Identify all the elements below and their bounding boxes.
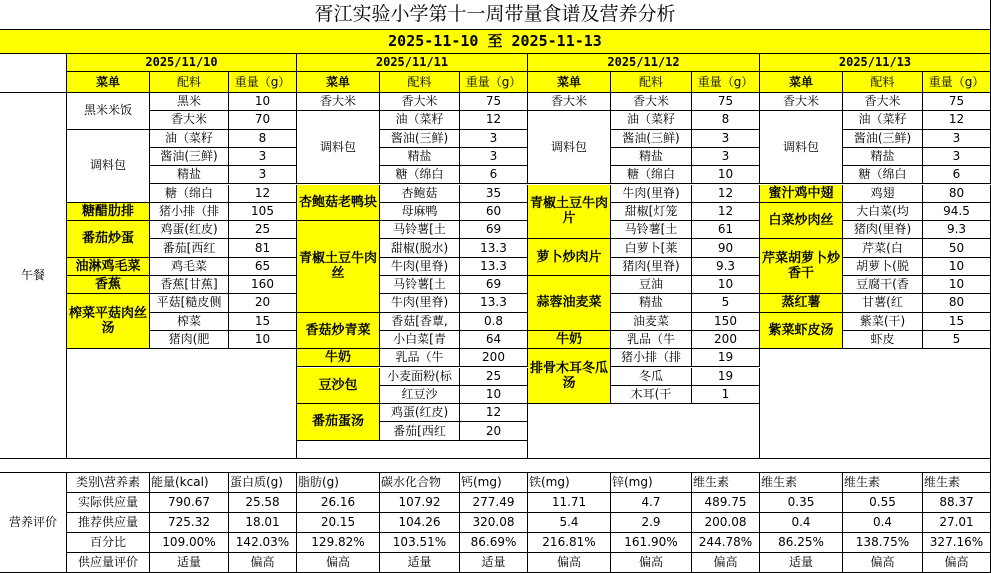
- nutrient-value: 25.58: [229, 493, 297, 513]
- nutrient-value: 适量: [460, 553, 528, 573]
- column-header-ingredient: 配料: [843, 72, 923, 93]
- dish-name: 牛奶: [528, 331, 611, 349]
- ingredient-name: 油（菜籽: [843, 111, 923, 129]
- ingredient-name: 糖（绵白: [843, 166, 923, 184]
- column-header-menu: 菜单: [528, 72, 611, 93]
- dish-name: 蜜汁鸡中翅: [760, 185, 843, 203]
- nutrient-value: 2.9: [611, 513, 692, 533]
- ingredient-weight: 8: [229, 130, 297, 148]
- nutrition-header-label: 类别\营养素: [67, 473, 150, 493]
- ingredient-weight: 20: [460, 422, 528, 440]
- nutrient-value: 适量: [760, 553, 843, 573]
- ingredient-name: 香大米: [611, 93, 692, 111]
- ingredient-weight: 60: [460, 203, 528, 221]
- nutrient-header: 蛋白质(g): [229, 473, 297, 493]
- ingredient-name: 平菇[糙皮侧: [150, 294, 229, 312]
- column-header-weight: 重量（g）: [692, 72, 760, 93]
- nutrient-value: 偏高: [843, 553, 923, 573]
- ingredient-weight: 12: [923, 111, 991, 129]
- ingredient-name: 酱油(三鲜): [150, 148, 229, 166]
- ingredient-weight: 12: [460, 111, 528, 129]
- ingredient-weight: 10: [460, 386, 528, 404]
- ingredient-weight: 200: [460, 349, 528, 367]
- ingredient-name: 鸡翅: [843, 185, 923, 203]
- ingredient-name: 豆油: [611, 276, 692, 294]
- nutrient-value: 790.67: [150, 493, 229, 513]
- ingredient-weight: 25: [229, 221, 297, 239]
- ingredient-weight: 3: [923, 148, 991, 166]
- ingredient-weight: 10: [229, 93, 297, 111]
- ingredient-weight: 3: [692, 148, 760, 166]
- ingredient-weight: 75: [923, 93, 991, 111]
- day-date-header: 2025/11/12: [528, 54, 760, 72]
- ingredient-name: 白萝卜[莱: [611, 239, 692, 257]
- ingredient-name: 胡萝卜(脱: [843, 258, 923, 276]
- ingredient-weight: 12: [229, 185, 297, 203]
- nutrient-value: 0.4: [760, 513, 843, 533]
- nutrient-value: 0.4: [843, 513, 923, 533]
- ingredient-weight: 25: [460, 368, 528, 386]
- nutrient-value: 216.81%: [528, 533, 611, 553]
- dish-name: 蒜蓉油麦菜: [528, 276, 611, 331]
- nutrient-value: 适量: [150, 553, 229, 573]
- column-header-weight: 重量（g）: [460, 72, 528, 93]
- ingredient-name: 小麦面粉(标: [380, 368, 460, 386]
- ingredient-name: 小白菜[青: [380, 331, 460, 349]
- dish-name: 油淋鸡毛菜: [67, 258, 150, 276]
- ingredient-weight: 3: [923, 130, 991, 148]
- ingredient-weight: 20: [229, 294, 297, 312]
- nutrient-value: 偏高: [229, 553, 297, 573]
- nutrient-value: 244.78%: [692, 533, 760, 553]
- dish-name: 杏鲍菇老鸭块: [297, 185, 380, 222]
- nutrition-row-label: 推荐供应量: [67, 513, 150, 533]
- ingredient-name: 精盐: [150, 166, 229, 184]
- nutrient-value: 5.4: [528, 513, 611, 533]
- ingredient-weight: 8: [692, 111, 760, 129]
- nutrient-value: 320.08: [460, 513, 528, 533]
- section-divider: [0, 459, 991, 473]
- column-header-ingredient: 配料: [611, 72, 692, 93]
- ingredient-weight: 6: [923, 166, 991, 184]
- ingredient-weight: 35: [460, 185, 528, 203]
- day-date-header: 2025/11/10: [67, 54, 297, 72]
- ingredient-name: 马铃薯[土: [380, 221, 460, 239]
- ingredient-weight: 12: [460, 404, 528, 422]
- nutrient-value: 725.32: [150, 513, 229, 533]
- dish-name: 白菜炒肉丝: [760, 203, 843, 240]
- column-header-menu: 菜单: [67, 72, 150, 93]
- nutrient-header: 钙(mg): [460, 473, 528, 493]
- nutrient-value: 129.82%: [297, 533, 380, 553]
- ingredient-weight: 12: [692, 185, 760, 203]
- ingredient-weight: 19: [692, 349, 760, 367]
- dish-name: 调料包: [67, 130, 150, 203]
- ingredient-weight: 69: [460, 276, 528, 294]
- ingredient-name: 糖（绵白: [611, 166, 692, 184]
- ingredient-name: 牛肉(里脊): [380, 258, 460, 276]
- dish-name: 香大米: [297, 93, 380, 111]
- ingredient-weight: 90: [692, 239, 760, 257]
- nutrient-value: 适量: [380, 553, 460, 573]
- dish-name: 榨菜平菇肉丝汤: [67, 294, 150, 349]
- nutrient-value: 偏高: [528, 553, 611, 573]
- page-title: 胥江实验小学第十一周带量食谱及营养分析: [0, 0, 991, 30]
- ingredient-name: 甜椒(脱水): [380, 239, 460, 257]
- ingredient-weight: 1: [692, 386, 760, 404]
- nutrient-header: 维生素: [692, 473, 760, 493]
- column-header-ingredient: 配料: [380, 72, 460, 93]
- nutrient-value: 161.90%: [611, 533, 692, 553]
- ingredient-weight: 81: [229, 239, 297, 257]
- ingredient-name: 甘薯(红: [843, 294, 923, 312]
- ingredient-weight: 10: [692, 276, 760, 294]
- nutrient-value: 偏高: [923, 553, 991, 573]
- ingredient-weight: 3: [229, 166, 297, 184]
- ingredient-weight: 75: [460, 93, 528, 111]
- nutrient-header: 锌(mg): [611, 473, 692, 493]
- ingredient-name: 豆腐干(香: [843, 276, 923, 294]
- ingredient-name: 精盐: [380, 148, 460, 166]
- ingredient-weight: 13.3: [460, 258, 528, 276]
- nutrient-value: 489.75: [692, 493, 760, 513]
- dish-name: 青椒土豆牛肉丝: [297, 221, 380, 313]
- nutrient-value: 327.16%: [923, 533, 991, 553]
- nutrient-value: 109.00%: [150, 533, 229, 553]
- ingredient-name: 牛肉(里脊): [611, 185, 692, 203]
- ingredient-name: 油（菜籽: [380, 111, 460, 129]
- nutrient-header: 碳水化合物: [380, 473, 460, 493]
- dish-name: 香菇炒青菜: [297, 313, 380, 350]
- ingredient-name: 精盐: [611, 294, 692, 312]
- ingredient-weight: 10: [229, 331, 297, 349]
- nutrient-value: 138.75%: [843, 533, 923, 553]
- dish-name: 紫菜虾皮汤: [760, 313, 843, 350]
- ingredient-name: 猪肉(里脊): [843, 221, 923, 239]
- ingredient-name: 乳品（牛: [380, 349, 460, 367]
- dish-name: 调料包: [760, 111, 843, 184]
- ingredient-weight: 10: [923, 258, 991, 276]
- ingredient-weight: 9.3: [692, 258, 760, 276]
- day-date-header: 2025/11/11: [297, 54, 528, 72]
- nutrient-value: 142.03%: [229, 533, 297, 553]
- nutrient-value: 107.92: [380, 493, 460, 513]
- ingredient-name: 甜椒[灯笼: [611, 203, 692, 221]
- ingredient-weight: 3: [460, 130, 528, 148]
- dish-name: 黑米米饭: [67, 93, 150, 130]
- dish-name: 芹菜胡萝卜炒香干: [760, 239, 843, 294]
- nutrition-row-label: 百分比: [67, 533, 150, 553]
- column-header-menu: 菜单: [760, 72, 843, 93]
- ingredient-name: 猪小排（排: [611, 349, 692, 367]
- ingredient-name: 酱油(三鲜): [611, 130, 692, 148]
- dish-name: 青椒土豆牛肉片: [528, 185, 611, 240]
- eval-section-label: 营养评价: [0, 473, 67, 573]
- dish-name: 番茄炒蛋: [67, 221, 150, 258]
- ingredient-name: 黑米: [150, 93, 229, 111]
- ingredient-weight: 150: [692, 313, 760, 331]
- nutrient-value: 18.01: [229, 513, 297, 533]
- ingredient-weight: 75: [692, 93, 760, 111]
- dish-name: 排骨木耳冬瓜汤: [528, 349, 611, 404]
- ingredient-weight: 200: [692, 331, 760, 349]
- ingredient-weight: 5: [692, 294, 760, 312]
- ingredient-weight: 61: [692, 221, 760, 239]
- ingredient-name: 鸡毛菜: [150, 258, 229, 276]
- ingredient-weight: 94.5: [923, 203, 991, 221]
- nutrient-value: 11.71: [528, 493, 611, 513]
- ingredient-name: 木耳(干: [611, 386, 692, 404]
- ingredient-name: 油麦菜: [611, 313, 692, 331]
- nutrient-value: 200.08: [692, 513, 760, 533]
- ingredient-weight: 9.3: [923, 221, 991, 239]
- nutrient-value: 277.49: [460, 493, 528, 513]
- empty-filler: [297, 441, 528, 459]
- nutrient-value: 103.51%: [380, 533, 460, 553]
- ingredient-name: 大白菜(均: [843, 203, 923, 221]
- nutrient-header: 能量(kcal): [150, 473, 229, 493]
- column-header-menu: 菜单: [297, 72, 380, 93]
- nutrient-value: 0.35: [760, 493, 843, 513]
- nutrient-header: 维生素: [760, 473, 843, 493]
- ingredient-weight: 10: [692, 166, 760, 184]
- ingredient-name: 油（菜籽: [611, 111, 692, 129]
- ingredient-weight: 13.3: [460, 294, 528, 312]
- dish-name: 蒸红薯: [760, 294, 843, 312]
- nutrient-value: 104.26: [380, 513, 460, 533]
- dish-name: 豆沙包: [297, 368, 380, 405]
- nutrition-row-label: 供应量评价: [67, 553, 150, 573]
- column-header-ingredient: 配料: [150, 72, 229, 93]
- ingredient-weight: 10: [923, 276, 991, 294]
- date-range: 2025-11-10 至 2025-11-13: [0, 30, 991, 54]
- nutrient-value: 偏高: [692, 553, 760, 573]
- ingredient-weight: 3: [460, 148, 528, 166]
- ingredient-weight: 3: [692, 130, 760, 148]
- ingredient-name: 虾皮: [843, 331, 923, 349]
- ingredient-weight: 160: [229, 276, 297, 294]
- ingredient-weight: 3: [229, 148, 297, 166]
- ingredient-weight: 13.3: [460, 239, 528, 257]
- ingredient-name: 杏鲍菇: [380, 185, 460, 203]
- ingredient-name: 榨菜: [150, 313, 229, 331]
- ingredient-name: 香菇[香蕈,: [380, 313, 460, 331]
- dish-name: 萝卜炒肉片: [528, 239, 611, 276]
- ingredient-name: 香大米: [380, 93, 460, 111]
- ingredient-weight: 15: [229, 313, 297, 331]
- nutrient-value: 4.7: [611, 493, 692, 513]
- ingredient-name: 红豆沙: [380, 386, 460, 404]
- nutrient-value: 偏高: [611, 553, 692, 573]
- nutrient-header: 维生素: [923, 473, 991, 493]
- ingredient-name: 香蕉[甘蕉]: [150, 276, 229, 294]
- ingredient-weight: 69: [460, 221, 528, 239]
- ingredient-name: 精盐: [611, 148, 692, 166]
- dish-name: 香大米: [760, 93, 843, 111]
- ingredient-weight: 5: [923, 331, 991, 349]
- ingredient-weight: 80: [923, 294, 991, 312]
- ingredient-weight: 50: [923, 239, 991, 257]
- empty-filler: [67, 349, 297, 459]
- nutrient-value: 86.69%: [460, 533, 528, 553]
- dish-name: 调料包: [528, 111, 611, 184]
- ingredient-name: 冬瓜: [611, 368, 692, 386]
- ingredient-name: 酱油(三鲜): [380, 130, 460, 148]
- nutrient-value: 20.15: [297, 513, 380, 533]
- dish-name: 糖醋肋排: [67, 203, 150, 221]
- ingredient-name: 香大米: [150, 111, 229, 129]
- ingredient-weight: 80: [923, 185, 991, 203]
- ingredient-weight: 0.8: [460, 313, 528, 331]
- ingredient-name: 母麻鸭: [380, 203, 460, 221]
- lunch-section-label: 午餐: [0, 93, 67, 459]
- ingredient-weight: 19: [692, 368, 760, 386]
- ingredient-name: 油（菜籽: [150, 130, 229, 148]
- empty-filler: [528, 404, 760, 459]
- ingredient-name: 糖（绵白: [380, 166, 460, 184]
- nutrient-value: 27.01: [923, 513, 991, 533]
- ingredient-name: 芹菜(白: [843, 239, 923, 257]
- column-header-weight: 重量（g）: [923, 72, 991, 93]
- ingredient-weight: 6: [460, 166, 528, 184]
- nutrient-value: 88.37: [923, 493, 991, 513]
- nutrient-value: 偏高: [297, 553, 380, 573]
- ingredient-name: 马铃薯[土: [380, 276, 460, 294]
- ingredient-weight: 70: [229, 111, 297, 129]
- ingredient-name: 酱油(三鲜): [843, 130, 923, 148]
- ingredient-weight: 12: [692, 203, 760, 221]
- ingredient-name: 牛肉(里脊): [380, 294, 460, 312]
- ingredient-weight: 64: [460, 331, 528, 349]
- dish-name: 调料包: [297, 111, 380, 184]
- nutrient-value: 0.55: [843, 493, 923, 513]
- empty-filler: [760, 349, 991, 459]
- dish-name: 番茄蛋汤: [297, 404, 380, 441]
- ingredient-name: 马铃薯[土: [611, 221, 692, 239]
- day-date-header: 2025/11/13: [760, 54, 991, 72]
- ingredient-weight: 105: [229, 203, 297, 221]
- nutrient-value: 86.25%: [760, 533, 843, 553]
- column-header-weight: 重量（g）: [229, 72, 297, 93]
- ingredient-name: 乳品（牛: [611, 331, 692, 349]
- dish-name: 香大米: [528, 93, 611, 111]
- ingredient-name: 番茄[西红: [380, 422, 460, 440]
- nutrient-header: 脂肪(g): [297, 473, 380, 493]
- nutrient-header: 铁(mg): [528, 473, 611, 493]
- ingredient-name: 猪肉(里脊): [611, 258, 692, 276]
- ingredient-name: 糖（绵白: [150, 185, 229, 203]
- dish-name: 牛奶: [297, 349, 380, 367]
- ingredient-name: 猪肉(肥: [150, 331, 229, 349]
- ingredient-name: 紫菜(干): [843, 313, 923, 331]
- nutrition-row-label: 实际供应量: [67, 493, 150, 513]
- dish-name: 香蕉: [67, 276, 150, 294]
- ingredient-name: 番茄[西红: [150, 239, 229, 257]
- corner-blank: [0, 54, 67, 93]
- ingredient-name: 精盐: [843, 148, 923, 166]
- ingredient-weight: 15: [923, 313, 991, 331]
- nutrient-value: 26.16: [297, 493, 380, 513]
- ingredient-name: 猪小排（排: [150, 203, 229, 221]
- ingredient-name: 鸡蛋(红皮): [380, 404, 460, 422]
- nutrient-header: 维生素: [843, 473, 923, 493]
- ingredient-name: 香大米: [843, 93, 923, 111]
- ingredient-name: 鸡蛋(红皮): [150, 221, 229, 239]
- ingredient-weight: 65: [229, 258, 297, 276]
